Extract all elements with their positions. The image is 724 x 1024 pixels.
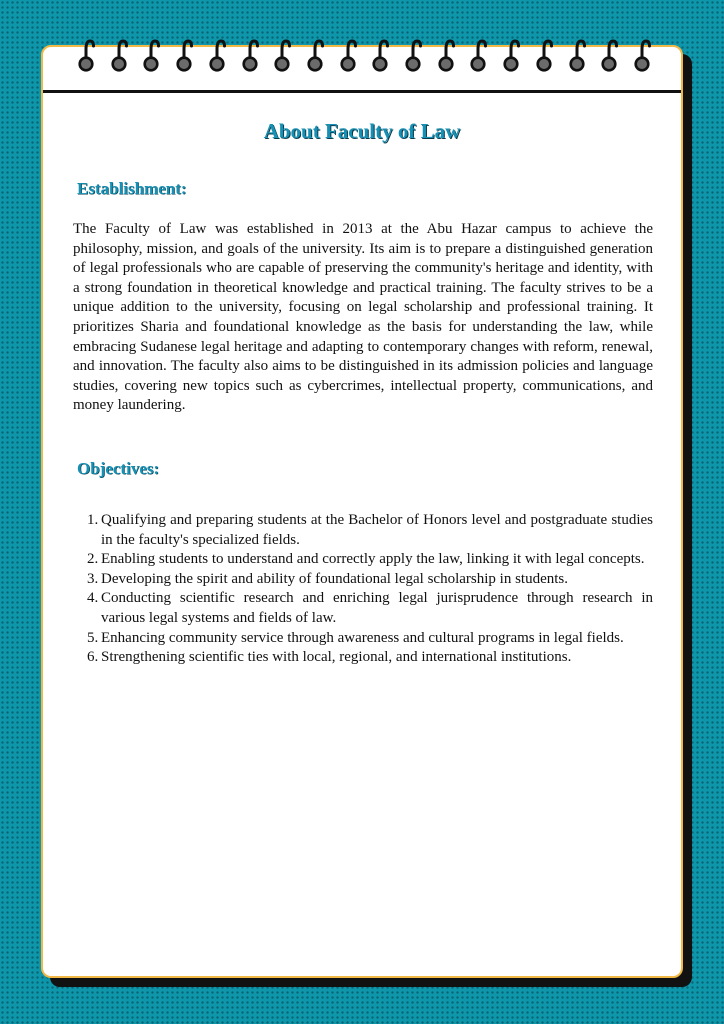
page-title: About Faculty of Law — [263, 119, 461, 143]
binding-line — [43, 90, 681, 93]
notebook-ring-icon — [502, 37, 520, 73]
notebook-ring-icon — [142, 37, 160, 73]
objective-item — [73, 570, 653, 590]
objective-item — [73, 648, 653, 668]
objective-text: Conducting scientific research and enriching legal jurisprudence through research in various legal systems and fields of law. — [101, 590, 653, 626]
notebook-ring-icon — [175, 37, 193, 73]
notebook-ring-icon — [535, 37, 553, 73]
notebook-ring-icon — [404, 37, 422, 73]
notebook-ring-icon — [110, 37, 128, 73]
objective-item — [73, 589, 653, 628]
notebook-ring-icon — [600, 37, 618, 73]
notebook-ring-icon — [208, 37, 226, 73]
objective-number: 3. — [87, 570, 99, 587]
establishment-heading: Establishment: — [77, 179, 187, 198]
binding-rings — [77, 37, 667, 77]
notebook-page — [41, 45, 683, 978]
objective-item — [73, 629, 653, 649]
notebook-ring-icon — [437, 37, 455, 73]
objective-number: 4. — [87, 590, 99, 607]
notebook-ring-icon — [306, 37, 324, 73]
objective-text: Developing the spirit and ability of foundational legal scholarship in students. — [101, 570, 568, 587]
notebook-ring-icon — [633, 37, 651, 73]
objective-text: Strengthening scientific ties with local, regional, and international institutions. — [101, 649, 572, 666]
notebook-ring-icon — [469, 37, 487, 73]
objective-item — [73, 550, 653, 570]
objective-text: Qualifying and preparing students at the Bachelor of Honors level and postgraduate studies in the faculty's specialized fields. — [101, 512, 653, 548]
objectives-list — [73, 511, 653, 668]
objective-item — [73, 511, 653, 550]
notebook-ring-icon — [241, 37, 259, 73]
objective-number: 2. — [87, 551, 99, 568]
objective-number: 6. — [87, 649, 99, 666]
notebook-ring-icon — [371, 37, 389, 73]
objective-number: 5. — [87, 629, 99, 646]
notebook-ring-icon — [568, 37, 586, 73]
notebook-ring-icon — [77, 37, 95, 73]
objectives-heading: Objectives: — [77, 459, 160, 478]
notebook-ring-icon — [339, 37, 357, 73]
establishment-paragraph: The Faculty of Law was established in 2013 at the Abu Hazar campus to achieve the philosophy, mission, and goals of the university. Its aim is to prepare a distinguished generation of legal professionals who are capable of preserving the community's heritage and identity, with a strong foundation in theoretical knowledge and practical training. The faculty strives to be a unique addition to the university, focusing on legal scholarship and professional training. It prioritizes Sharia and foundational knowledge as the basis for understanding the law, while embracing Sudanese legal heritage and adapting to contemporary changes with reform, renewal, and innovation. The faculty also aims to be distinguished in its admission policies and language studies, covering new topics such as cybercrimes, intellectual property, communications, and money laundering. — [73, 221, 653, 414]
objective-number: 1. — [87, 512, 99, 528]
objective-text: Enhancing community service through awareness and cultural programs in legal fields. — [101, 629, 624, 646]
objective-text: Enabling students to understand and correctly apply the law, linking it with legal concepts. — [101, 551, 645, 568]
notebook-ring-icon — [273, 37, 291, 73]
